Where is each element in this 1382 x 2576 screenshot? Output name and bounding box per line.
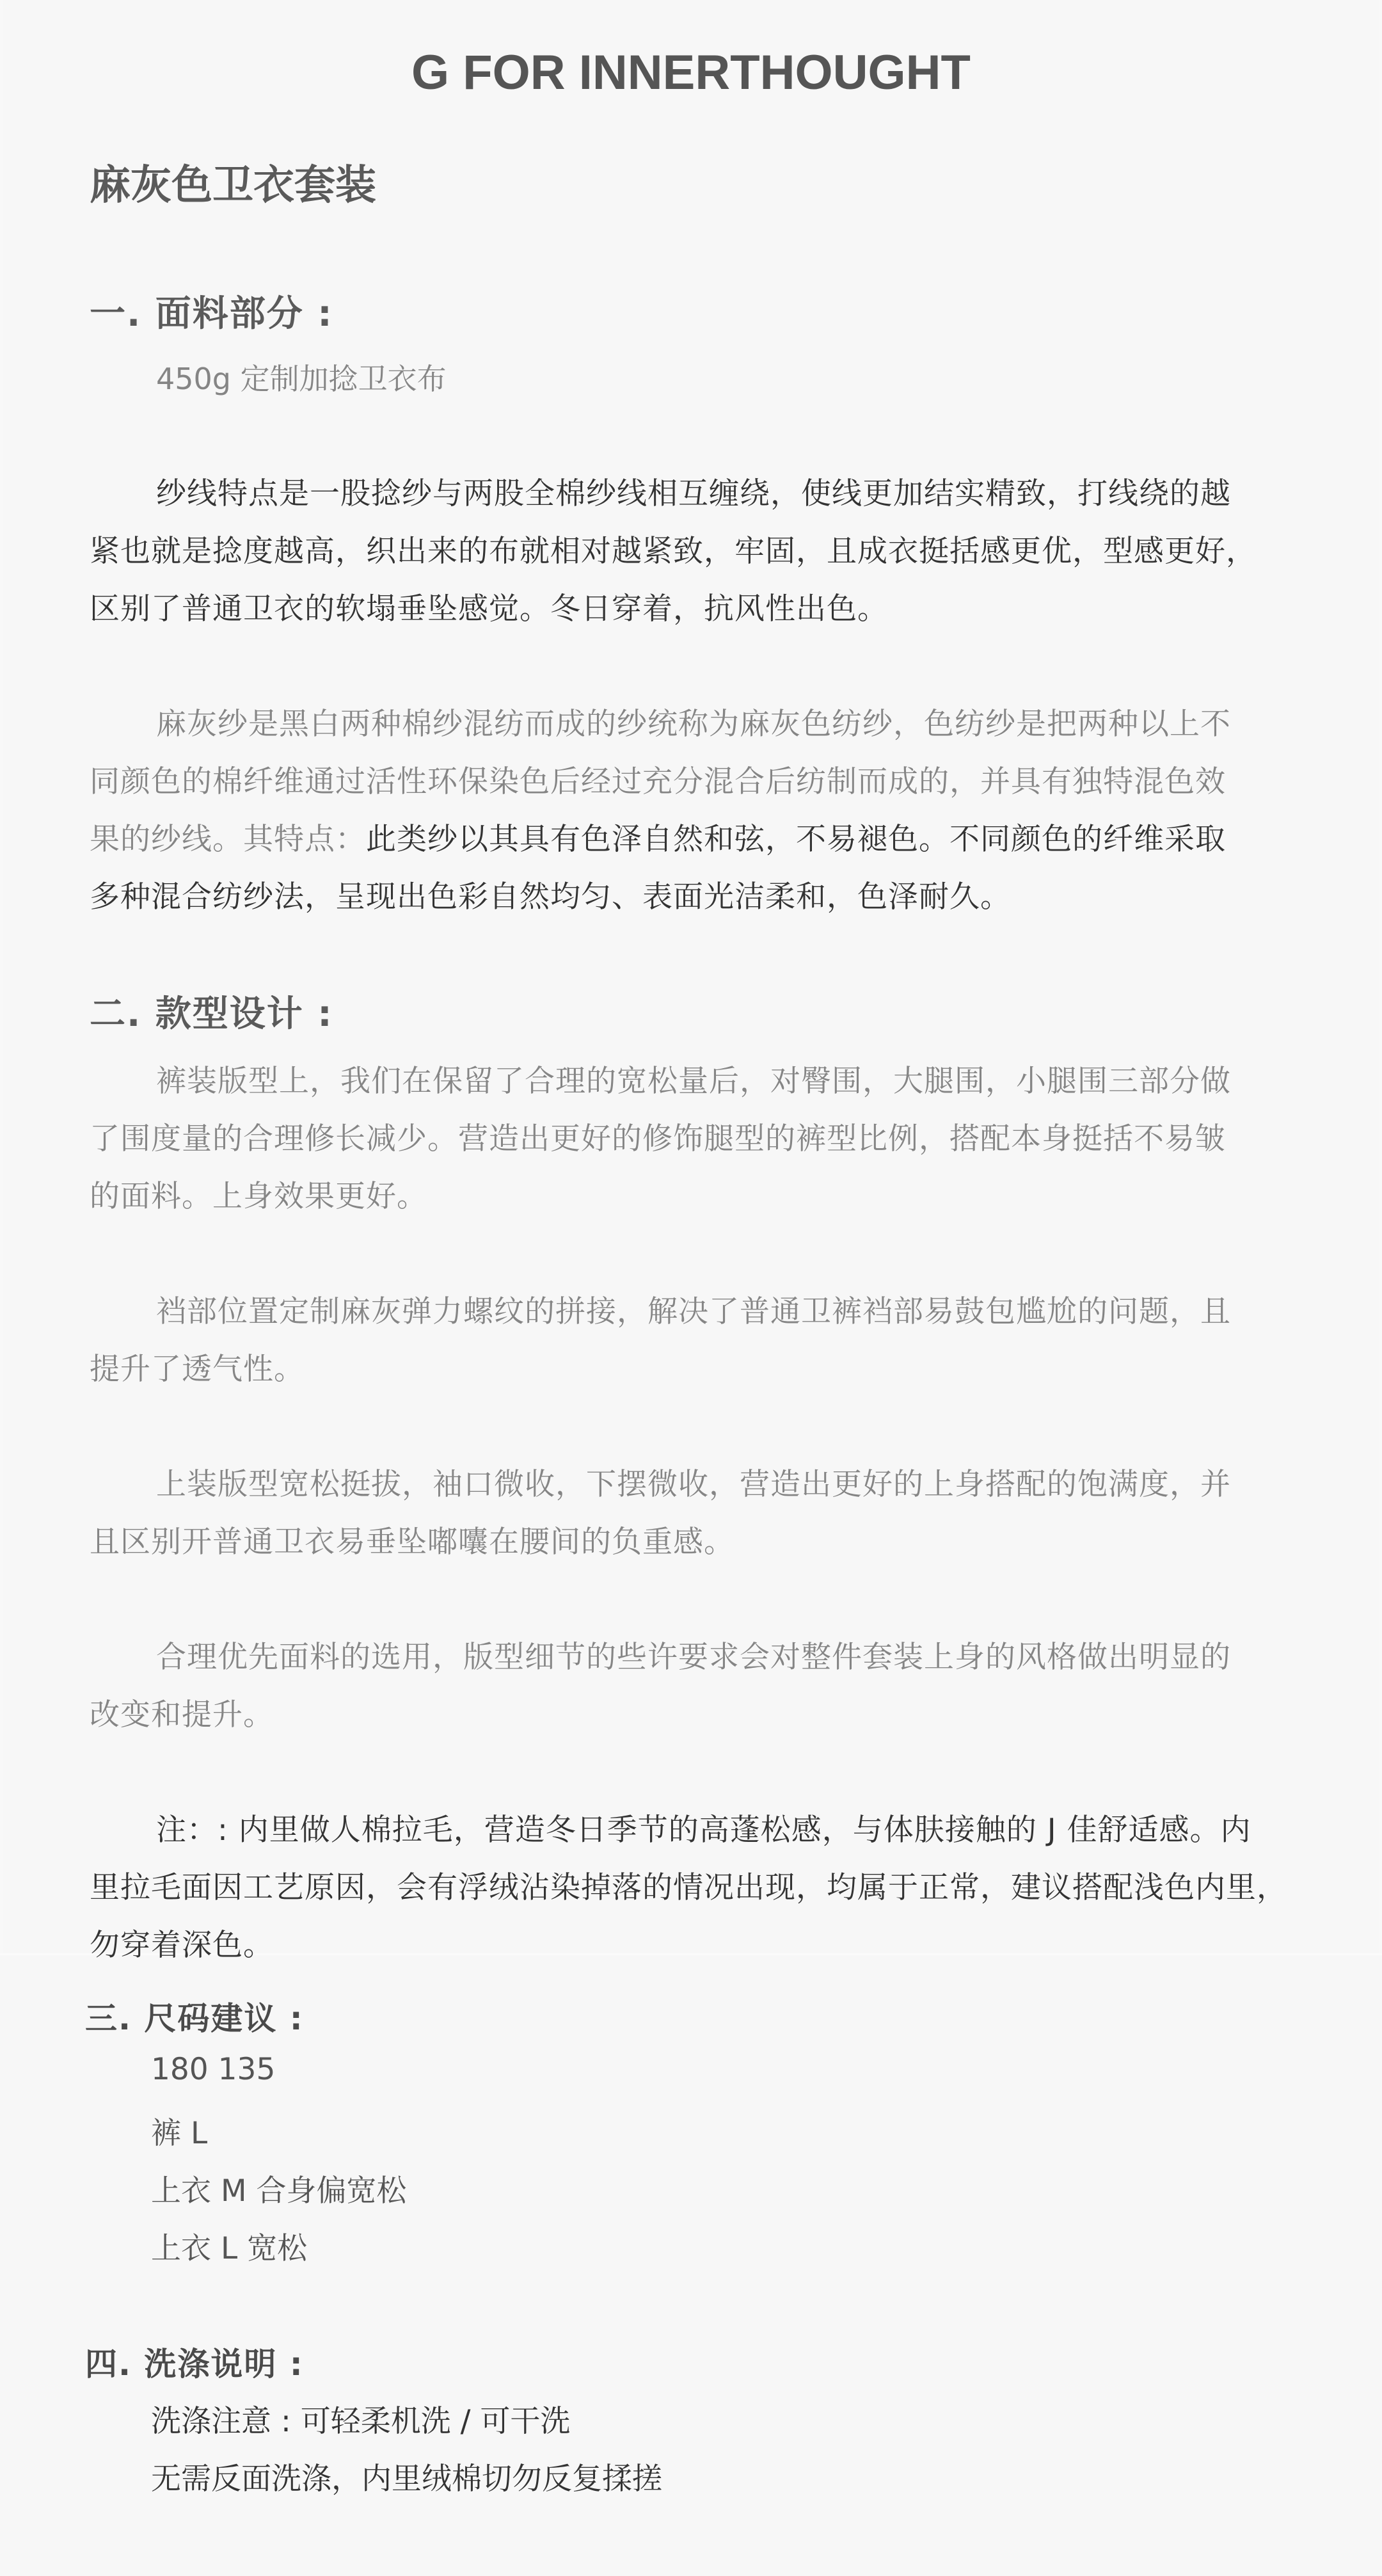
paragraph-line: 了围度量的合理修长减少。营造出更好的修饰腿型的裤型比例，搭配本身挺括不易皱 bbox=[90, 1121, 1226, 1156]
section-heading-fabric: 一. 面料部分 : bbox=[90, 293, 333, 335]
paragraph-line: 麻灰纱是黑白两种棉纱混纺而成的纱统称为麻灰色纺纱，色纺纱是把两种以上不 bbox=[156, 707, 1231, 742]
paragraph-line-mixed bbox=[90, 815, 1226, 858]
paragraph-line: 裆部位置定制麻灰弹力螺纹的拼接，解决了普通卫裤裆部易鼓包尴尬的问题，且 bbox=[156, 1294, 1231, 1329]
section-heading-design: 二. 款型设计 : bbox=[90, 993, 333, 1035]
note-line: 勿穿着深色。 bbox=[90, 1928, 274, 1963]
paragraph-line: 多种混合纺纱法，呈现出色彩自然均匀、表面光洁柔和，色泽耐久。 bbox=[90, 879, 1011, 915]
paragraph-line: 纱线特点是一股捻纱与两股全棉纱线相互缠绕，使线更加结实精致，打线绕的越 bbox=[156, 476, 1231, 511]
size-line: 裤 L bbox=[151, 2116, 208, 2151]
paragraph-line: 的面料。上身效果更好。 bbox=[90, 1179, 427, 1214]
text-dark: 此类纱以其具有色泽自然和弦，不易褪色。不同颜色的纤维采取 bbox=[366, 822, 1226, 857]
product-title: 麻灰色卫衣套装 bbox=[90, 162, 376, 209]
paragraph-line: 合理优先面料的选用，版型细节的些许要求会对整件套装上身的风格做出明显的 bbox=[156, 1640, 1231, 1675]
paragraph-line: 同颜色的棉纤维通过活性环保染色后经过充分混合后纺制而成的，并具有独特混色效 bbox=[90, 764, 1226, 799]
size-line: 180 135 bbox=[151, 2052, 276, 2087]
section-heading-size: 三. 尺码建议 : bbox=[85, 2000, 304, 2037]
text-light: 果的纱线。其特点： bbox=[90, 822, 366, 857]
fabric-spec: 450g 定制加捻卫衣布 bbox=[156, 362, 447, 396]
note-line: 里拉毛面因工艺原因，会有浮绒沾染掉落的情况出现，均属于正常，建议搭配浅色内里， bbox=[90, 1870, 1287, 1905]
paragraph-line: 改变和提升。 bbox=[90, 1697, 274, 1732]
paragraph-line: 区别了普通卫衣的软塌垂坠感觉。冬日穿着，抗风性出色。 bbox=[90, 591, 888, 627]
paragraph-line: 紧也就是捻度越高，织出来的布就相对越紧致，牢固，且成衣挺括感更优，型感更好， bbox=[90, 534, 1257, 569]
size-line: 上衣 L 宽松 bbox=[151, 2231, 308, 2266]
brand-title: G FOR INNERTHOUGHT bbox=[411, 45, 971, 100]
paragraph-line: 且区别开普通卫衣易垂坠嘟囔在腰间的负重感。 bbox=[90, 1524, 735, 1560]
wash-line: 洗涤注意 : 可轻柔机洗 / 可干洗 bbox=[151, 2404, 571, 2439]
wash-line: 无需反面洗涤，内里绒棉切勿反复揉搓 bbox=[151, 2461, 662, 2497]
paragraph-line: 上装版型宽松挺拔，袖口微收，下摆微收，营造出更好的上身搭配的饱满度，并 bbox=[156, 1467, 1231, 1502]
section-heading-washing: 四. 洗涤说明 : bbox=[85, 2346, 304, 2383]
paragraph-line: 提升了透气性。 bbox=[90, 1352, 305, 1387]
note-line: 注：: 内里做人棉拉毛，营造冬日季节的高蓬松感，与体肤接触的 J 佳舒适感。内 bbox=[156, 1812, 1251, 1848]
size-line: 上衣 M 合身偏宽松 bbox=[151, 2173, 407, 2209]
paragraph-line: 裤装版型上，我们在保留了合理的宽松量后，对臀围，大腿围，小腿围三部分做 bbox=[156, 1064, 1231, 1099]
